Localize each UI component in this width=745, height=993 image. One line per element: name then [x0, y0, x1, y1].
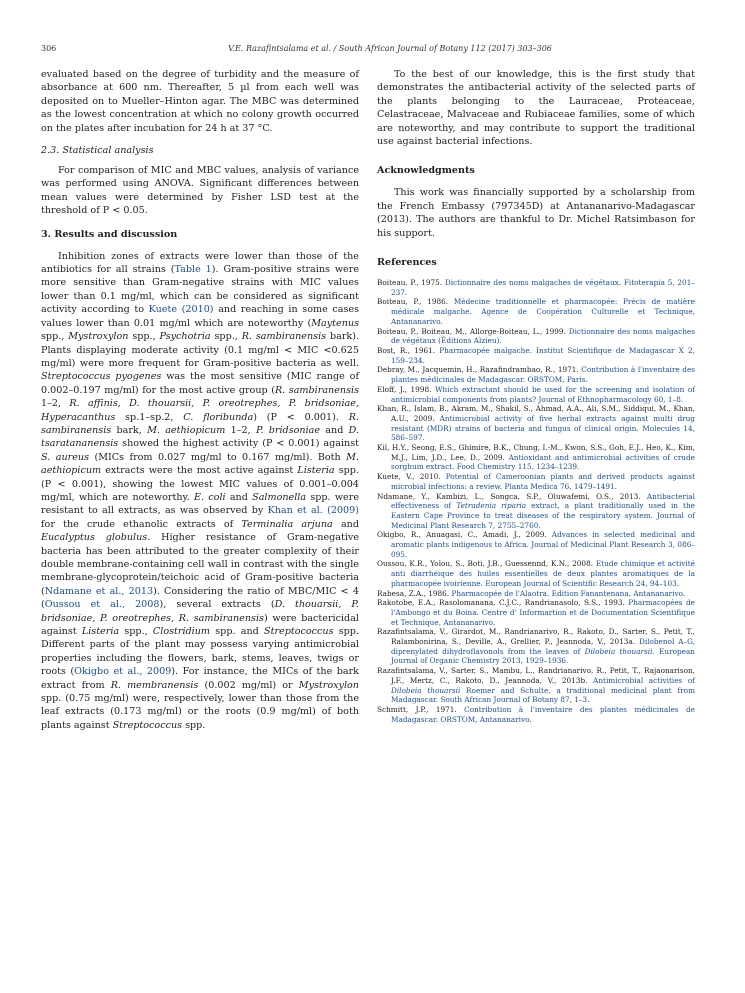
- reference-item: Schmitt, J.P., 1971. Contribution à l'inventaire des plantes médicinales de Madagascar. ORSTOM, Antananarivo.: [377, 705, 695, 724]
- heading-statistical-analysis: 2.3. Statistical analysis: [41, 145, 154, 157]
- reference-item: Debray, M., Jacquemin, H., Razafindrambao, R., 1971. Contribution à l'inventaire des plantes médicinales de Madagascar. ORSTOM, Paris.: [377, 365, 696, 385]
- heading-results-discussion: 3. Results and discussion: [41, 228, 178, 240]
- link-khan-2009[interactable]: Khan et al. (2009): [267, 505, 359, 517]
- paragraph-conclusion: To the best of our knowledge, this is the first study that demonstrates the antibacterial activity of the selected parts of the plants belonging to the Lauraceae, Proteaceae, Celastraceae, Malvaceae and Rubiaceae families, some of which are noteworthy, and may contribute to support the traditional use against bacterial infections.: [377, 69, 695, 148]
- reference-item: Eloff, J., 1998. Which extractant should be used for the screening and isolation of antimicrobial components from plants? Journal of Ethnopharmacology 60, 1–8.: [377, 384, 695, 404]
- reference-item: Kuete, V., 2010. Potential of Cameroonian plants and derived products against microbial infections: a review. Planta Medica 76, 1479–1491.: [377, 472, 695, 491]
- link-ndamane-2013[interactable]: Ndamane et al., 2013: [44, 585, 154, 597]
- link-oussou-2008[interactable]: Oussou et al., 2008: [44, 599, 160, 611]
- reference-item: Boiteau, P., 1975. Dictionnaire des noms malgaches de végétaux. Fitoterapia 5, 201–237.: [377, 278, 695, 297]
- right-column: [377, 68, 695, 724]
- link-kuete-2010[interactable]: Kuete (2010): [148, 304, 214, 316]
- running-title: V.E. Razafintsalama et al. / South African Journal of Botany 112 (2017) 303–306: [228, 44, 552, 53]
- reference-item: Oussou, K.R., Yolou, S., Boti, J.B., Guessennd, K.N., 2008. Etude chimique et activité anti diarrhéique des huiles essentielles de deux plantes aromatiques de la pharmacopée ivoirienne. European Journal of Scientific Research 24, 94–103.: [377, 559, 695, 588]
- reference-item: Rakotobe, E.A., Rasolomanana, C.J.C., Randrianasolo, S.S., 1993. Pharmacopées de l'Ambongo et du Boina. Centre d' Informartion et de Documentation Scientifique et Technique, Antananarivo.: [377, 598, 695, 627]
- reference-list: [377, 278, 695, 724]
- reference-item: Kil, H.Y., Seong, E.S., Ghimire, B.K., Chung, I.-M., Kwon, S.S., Goh, E.J., Heo, K., Kim, M.J., Lim, J.D., Lee, D., 2009. Antioxidant and antimicrobial activities of crude sorghum extract. Food Chemistry 115, 1234–1239.: [377, 443, 695, 472]
- reference-item: Razafintsalama, V., Sarter, S., Mambu, L., Randrianarivo, R., Petit, T., Rajaonarison, J.F., Mertz, C., Rakoto, D., Jeannoda, V., 2013b. Antimicrobial activities of Dilobeia thouarsii Roemer and Schulte, a traditional medicinal plant from Madagascar. South African Journal of Botany 87, 1–3.: [377, 666, 695, 705]
- left-column: [41, 68, 359, 732]
- reference-item: Bost, R., 1961. Pharmacopée malgache. Institut Scientifique de Madagascar X 2, 159–234.: [377, 345, 695, 365]
- page-number: 306: [41, 44, 57, 53]
- paragraph-statistics: For comparison of MIC and MBC values, analysis of variance was performed using ANOVA. Significant differences between mean values were determined by Fisher LSD test at the threshold of P < 0.05.: [41, 165, 359, 217]
- reference-item: Khan, R., Islam, B., Akram, M., Shakil, S., Ahmad, A.A., Ali, S.M., Siddiqui, M., Khan, A.U., 2009. Antimicrobial activity of five herbal extracts against multi drug resistant (MDR) strains of bacteria and fungus of clinical origin. Molecules 14, 586–597.: [377, 404, 695, 443]
- reference-item: Boiteau, P., Boiteau, M., Allorge-Boiteau, L., 1999. Dictionnaire des noms malgaches de végétaux (Éditions Alzieu).: [377, 326, 695, 346]
- reference-item: Razafintsalama, V., Girardot, M., Randrianarivo, R., Rakoto, D., Sarter, S., Petit, T., Ralambonirina, S., Deville, A., Grellier, P., Jeannoda, V., 2013a. Dilobenol A–G, diprenylated dihydroflavonols from the leaves of Dilobeia thouarsii. European Journal of Organic Chemistry 2013, 1929–1936.: [377, 627, 696, 666]
- paragraph-results: Inhibition zones of extracts were lower than those of the antibiotics for all strains (Table 1). Gram-positive strains were more sensitive than Gram-negative strains with MIC values lower than 0.1 mg/ml, which can be considered as significant activity according to Kuete (2010) and reaching in some cases values lower than 0.01 mg/ml which are noteworthy (Maytenus spp., Mystroxylon spp., Psychotria spp., R. sambiranensis bark). Plants displaying moderate activity (0.1 mg/ml < MIC <0.625 mg/ml) were more frequent for Gram-positive bacteria as well. Streptococcus pyogenes was the most sensitive (MIC range of 0.002–0.197 mg/ml) for the most active group (R. sambiranensis 1–2, R. affinis, D. thouarsii, P. oreotrephes, P. bridsoniae, Hyperacanthus sp.1–sp.2, C. floribunda) (P < 0.001). R. sambiranensis bark, M. aethiopicum 1–2, P. bridsoniae and D. tsaratananensis showed the highest activity (P < 0.001) against S. aureus (MICs from 0.027 mg/ml to 0.167 mg/ml). Both M. aethiopicum extracts were the most active against Listeria spp. (P < 0.001), showing the lowest MIC values of 0.001–0.004 mg/ml, which are noteworthy. E. coli and Salmonella spp. were resistant to all extracts, as was observed by Khan et al. (2009) for the crude ethanolic extracts of Terminalia arjuna and Eucalyptus globulus. Higher resistance of Gram-negative bacteria has been attributed to the greater complexity of their double membrane-containing cell wall in contrast with the single membrane-glycoprotein/teichoic acid of Gram-positive bacteria (Ndamane et al., 2013). Considering the ratio of MBC/MIC < 4 (Oussou et al., 2008), several extracts (D. thouarsii, P. bridsoniae, P. oreotrephes, R. sambiranensis) were bactericidal against Listeria spp., Clostridium spp. and Streptococcus spp. Different parts of the plant may possess varying antimicrobial properties including the flowers, bark, stems, leaves, twigs or roots (Okigbo et al., 2009). For instance, the MICs of the bark extract from R. membranensis (0.002 mg/ml) or Mystroxylon spp. (0.75 mg/ml) were, respectively, lower than those from the leaf extracts (0.173 mg/ml) or the roots (0.9 mg/ml) of both plants against Streptococcus spp.: [41, 250, 360, 731]
- link-okigbo-2009[interactable]: Okigbo et al., 2009: [74, 666, 172, 678]
- reference-item: Rabesa, Z.A., 1986. Pharmacopée de l'Alaotra. Edition Fanantenana, Antananarivo.: [377, 588, 686, 598]
- heading-acknowledgments: Acknowledgments: [377, 165, 475, 177]
- reference-item: Okigbo, R., Anuagasi, C., Amadi, J., 2009. Advances in selected medicinal and aromatic plants indigenous to Africa. Journal of Medicinal Plant Research 3, 086–095.: [377, 530, 695, 559]
- reference-item: Boiteau, P., 1986. Médecine traditionnelle et pharmacopée: Précis de matière médicale malgache. Agence de Coopération Culturelle et Technique, Antananarivo.: [377, 297, 695, 326]
- heading-references: References: [377, 257, 437, 269]
- paragraph-acknowledgments: This work was financially supported by a scholarship from the French Embassy (797345D) at Antananarivo-Madagascar (2013). The authors are thankful to Dr. Michel Ratsimbason for his support.: [377, 187, 695, 239]
- link-table-1[interactable]: Table 1: [174, 264, 212, 276]
- reference-item: Ndamane, Y., Kambizi, L., Songca, S.P., Oluwafemi, O.S., 2013. Antibacterial effectiveness of Tetradenia riparia extract, a plant traditionally used in the Eastern Cape Province to treat diseases of the respiratory system. Journal of Medicinal Plant Research 7, 2755–2760.: [377, 491, 696, 530]
- paragraph-mbc: evaluated based on the degree of turbidity and the measure of absorbance at 600 nm. Thereafter, 5 µl from each well was deposited on to Mueller–Hinton agar. The MBC was determined as the lowest concentration at which no colony growth occurred on the plates after incubation for 24 h at 37 °C.: [41, 69, 359, 134]
